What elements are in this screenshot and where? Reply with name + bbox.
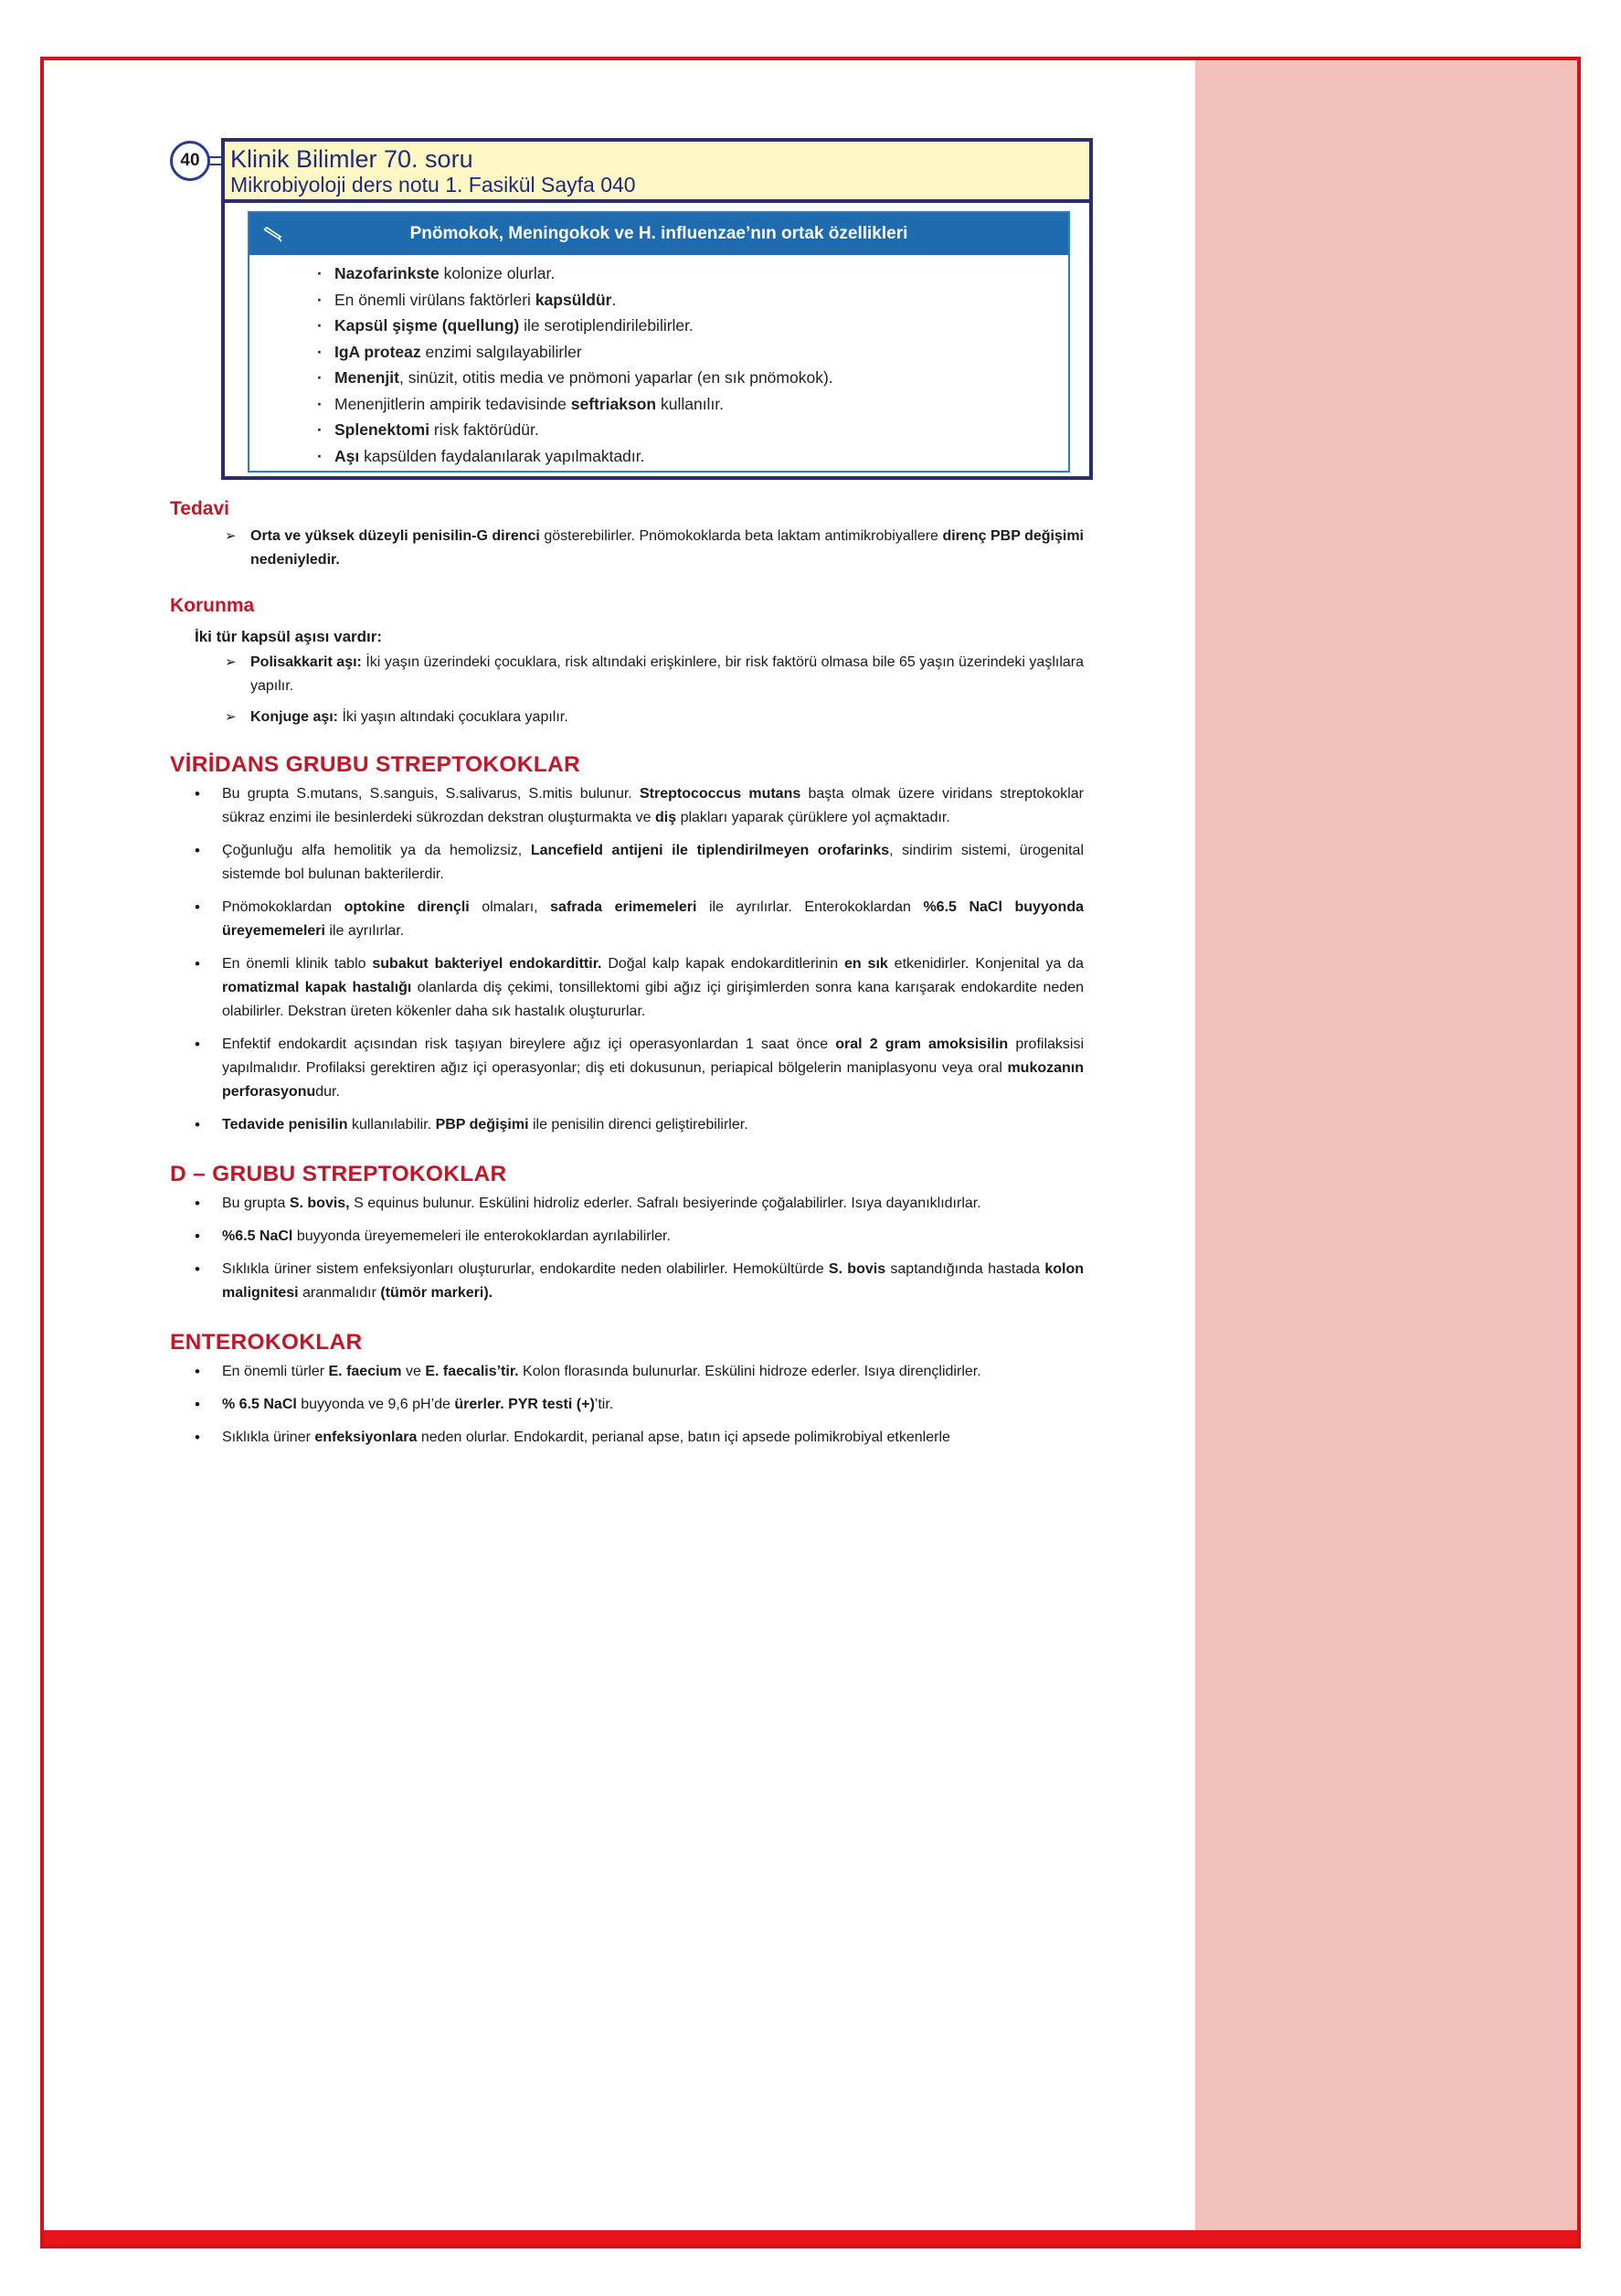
text-run: risk faktörüdür. (429, 420, 539, 439)
info-box (248, 211, 1070, 473)
list-item (249, 313, 1068, 339)
text-run: etkenidirler. Konjenital ya da (887, 956, 1085, 972)
list-item (195, 1113, 1084, 1137)
text-run: % 6.5 NaCl (222, 1397, 297, 1412)
text-run: buyyonda üreyememeleri ile enterokoklardan ayrılabilirler. (292, 1228, 671, 1244)
text-run: romatizmal kapak hastalığı (222, 980, 412, 995)
text-run: (tümör markeri). (380, 1285, 493, 1301)
text-run: Orta ve yüksek düzeyli penisilin-G direnci (250, 528, 540, 544)
pen-icon (262, 224, 282, 244)
text-run: Aşı (334, 446, 360, 465)
list-item (249, 365, 1068, 391)
page-header (221, 138, 1093, 203)
text-run: , sinüzit, otitis media ve pnömoni yaparlar (en sık pnömokok). (398, 368, 833, 387)
main-content (170, 494, 1084, 1459)
text-run: optokine dirençli (344, 899, 470, 915)
text-run: En önemli klinik tablo (222, 956, 373, 972)
text-run: , sindirim sistemi, ürogenital sistemde bol bulunan bakterilerdir. (222, 843, 1085, 882)
page-number-badge: 40 (170, 141, 210, 181)
text-run: profilaksisi yapılmalıdır. Profilaksi gerektiren ağız içi operasyonlar; diş eti dokusunun, periapical bölgelerin maniplasyonu veya oral (222, 1036, 1085, 1076)
text-run: subakut bakteriyel endokardittir. (372, 956, 602, 972)
text-run: ile penisilin direnci geliştirebilirler. (528, 1117, 748, 1132)
viridans-list (170, 782, 1084, 1137)
text-run: başta olmak üzere viridans streptokoklar sükraz enzimi ile besinlerdeki sükrozdan dekstran oluşturmakta ve (222, 786, 1085, 825)
list-item (195, 839, 1084, 887)
list-item (195, 1360, 1084, 1384)
text-run: Streptococcus mutans (639, 786, 801, 802)
list-item (195, 1426, 1084, 1450)
list-item (195, 1033, 1084, 1104)
list-item (195, 782, 1084, 830)
tedavi-heading: Tedavi (170, 498, 229, 519)
text-run: PBP değişimi (435, 1117, 529, 1132)
text-run: Sıklıkla üriner sistem enfeksiyonları oluştururlar, endokardite neden olabilirler. Hemokültürde (222, 1261, 829, 1277)
text-run: ürerler. PYR testi (+) (454, 1397, 595, 1412)
d-grubu-heading: D – GRUBU STREPTOKOKLAR (170, 1162, 507, 1186)
text-run: Doğal kalp kapak endokarditlerinin (601, 956, 845, 972)
korunma-list (170, 651, 1084, 729)
list-item (195, 896, 1084, 943)
text-run: E. faecalis’tir. (425, 1364, 519, 1379)
text-run: seftriakson (570, 394, 657, 413)
text-run: Enfektif endokardit açısından risk taşıyan bireylere ağız içi operasyonlardan 1 saat önce (222, 1036, 836, 1052)
text-run: en sık (844, 956, 888, 972)
bottom-red-bar (44, 2230, 1577, 2245)
text-run: neden olurlar. Endokardit, perianal apse, batın içi apsede polimikrobiyal etkenlerle (417, 1430, 950, 1445)
text-run: kullanılır. (656, 394, 725, 413)
info-box-list (249, 255, 1068, 469)
text-run: buyyonda ve 9,6 pH’de (296, 1397, 455, 1412)
text-run: enfeksiyonlara (314, 1430, 418, 1445)
text-run: kolon malignitesi (222, 1261, 1085, 1301)
text-run: Nazofarinkste (334, 264, 440, 282)
text-run: ile ayrılırlar. Enterokoklardan (696, 899, 924, 915)
text-run: Menenjitlerin ampirik tedavisinde (334, 394, 571, 413)
side-margin-panel (1195, 60, 1577, 2234)
text-run: olmaları, (469, 899, 551, 915)
list-item (225, 651, 1084, 698)
text-run: diş (655, 810, 677, 825)
text-run: safrada erimemeleri (550, 899, 697, 915)
badge-connector (209, 156, 222, 165)
text-run: Kolon florasında bulunurlar. Eskülini hidroze ederler. Isıya dirençlidirler. (518, 1364, 981, 1379)
viridans-heading: VİRİDANS GRUBU STREPTOKOKLAR (170, 752, 580, 777)
d-grubu-list (170, 1192, 1084, 1305)
text-run: En önemli virülans faktörleri (334, 290, 535, 309)
enterokoklar-heading: ENTEROKOKLAR (170, 1330, 363, 1355)
text-run: direnç PBP değişimi nedeniyledir. (250, 528, 1084, 568)
text-run: Çoğunluğu alfa hemolitik ya da hemolizsiz, (222, 843, 531, 858)
text-run: plakları yaparak çürüklere yol açmaktadır. (676, 810, 950, 825)
text-run: kapsülden faydalanılarak yapılmaktadır. (359, 446, 645, 465)
text-run: E. faecium (328, 1364, 402, 1379)
text-run: Sıklıkla üriner (222, 1430, 315, 1445)
text-run: S equinus bulunur. Eskülini hidroliz ederler. Safralı besiyerinde çoğalabilirler. Isıya dayanıklıdırlar. (349, 1196, 981, 1211)
text-run: Bu grupta S.mutans, S.sanguis, S.salivarus, S.mitis bulunur. (222, 786, 640, 802)
text-run: ’tir. (594, 1397, 614, 1412)
text-run: İki yaşın üzerindeki çocuklara, risk altındaki erişkinlere, bir risk faktörü olmasa bile 65 yaşın üzerindeki yaşlılara yapılır. (250, 654, 1084, 694)
list-item (195, 952, 1084, 1024)
list-item (225, 706, 1084, 729)
list-item (249, 391, 1068, 418)
text-run: %6.5 NaCl buyyonda üreyememeleri (222, 899, 1085, 939)
text-run: Pnömokoklardan (222, 899, 344, 915)
tedavi-list (170, 525, 1084, 572)
text-run: oral 2 gram amoksisilin (835, 1036, 1009, 1052)
text-run: kapsüldür (535, 290, 612, 309)
list-item (195, 1258, 1084, 1305)
enterokoklar-list (170, 1360, 1084, 1450)
list-item (249, 339, 1068, 366)
text-run: Polisakkarit aşı: (250, 654, 362, 670)
text-run: enzimi salgılayabilirler (420, 342, 582, 361)
list-item (195, 1192, 1084, 1216)
text-run: olanlarda diş çekimi, tonsillektomi gibi ağız içi girişimlerden sonra kana karışarak endokardite neden olabilirler. Dekstran üreten kökenler daha sık hastalık oluştururlar. (222, 980, 1084, 1019)
text-run: Tedavide penisilin (222, 1117, 348, 1132)
text-run: ile ayrılırlar. (324, 923, 405, 939)
text-run: Lancefield antijeni ile tiplendirilmeyen orofarinks (530, 843, 890, 858)
info-box-header (249, 213, 1068, 255)
text-run: S. bovis, (289, 1196, 350, 1211)
list-item (195, 1225, 1084, 1249)
text-run: ile serotiplendirilebilirler. (519, 316, 694, 335)
text-run: kullanılabilir. (347, 1117, 436, 1132)
text-run: IgA proteaz (334, 342, 421, 361)
text-run: saptandığında hastada (885, 1261, 1045, 1277)
text-run: ve (401, 1364, 426, 1379)
text-run: Bu grupta (222, 1196, 290, 1211)
text-run: İki yaşın altındaki çocuklara yapılır. (338, 709, 568, 725)
text-run: En önemli türler (222, 1364, 329, 1379)
list-item (225, 525, 1084, 572)
page-title: Klinik Bilimler 70. soru (230, 145, 473, 173)
text-run: aranmalıdır (298, 1285, 381, 1301)
text-run: %6.5 NaCl (222, 1228, 293, 1244)
text-run: kolonize olurlar. (439, 264, 556, 282)
text-run: . (611, 290, 617, 309)
korunma-heading: Korunma (170, 595, 255, 616)
text-run: S. bovis (828, 1261, 886, 1277)
text-run: dur. (315, 1084, 340, 1100)
text-run: Kapsül şişme (quellung) (334, 316, 520, 335)
list-item (249, 287, 1068, 314)
text-run: Splenektomi (334, 420, 430, 439)
list-item (249, 417, 1068, 443)
list-item (249, 443, 1068, 470)
info-box-title: Pnömokok, Meningokok ve H. influenzae’nın ortak özellikleri (409, 224, 908, 243)
text-run: Menenjit (334, 368, 399, 387)
text-run: mukozanın perforasyonu (222, 1060, 1084, 1100)
list-item (249, 260, 1068, 287)
text-run: Konjuge aşı: (250, 709, 339, 725)
korunma-lead: İki tür kapsül aşısı vardır: (195, 628, 383, 645)
page-subtitle: Mikrobiyoloji ders notu 1. Fasikül Sayfa 040 (230, 173, 636, 197)
text-run: gösterebilirler. Pnömokoklarda beta laktam antimikrobiyallere (539, 528, 943, 544)
list-item (195, 1393, 1084, 1417)
